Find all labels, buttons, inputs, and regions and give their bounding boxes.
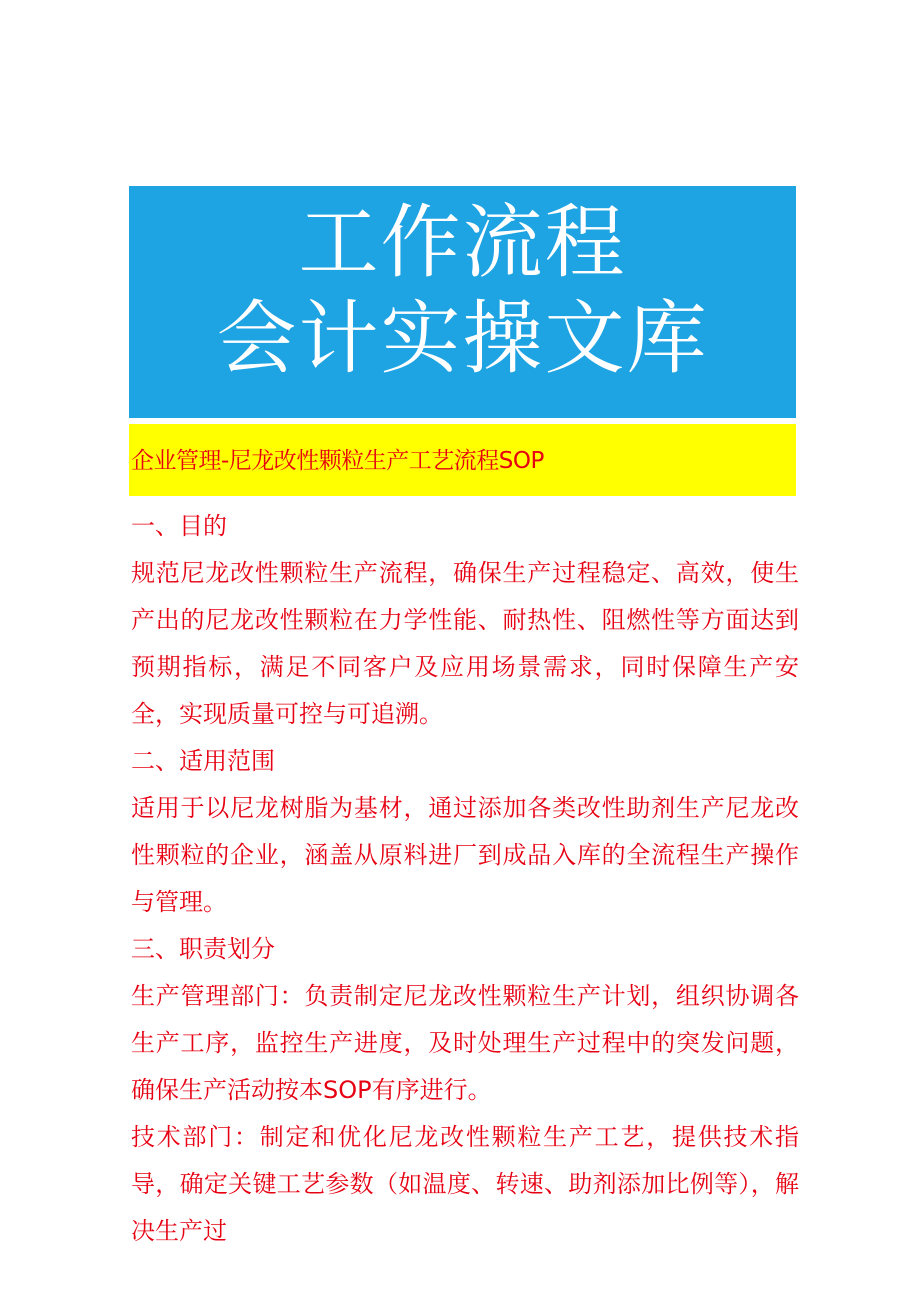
section-body-scope: 适用于以尼龙树脂为基材，通过添加各类改性助剂生产尼龙改性颗粒的企业，涵盖从原料进厂到成品入库的全流程生产操作与管理。 [131, 794, 799, 916]
responsibility-technical: 技术部门：制定和优化尼龙改性颗粒生产工艺，提供技术指导，确定关键工艺参数（如温度、转速、助剂添加比例等），解决生产过 [131, 1123, 799, 1245]
section-heading-scope: 二、适用范围 [131, 747, 275, 775]
responsibility-production: 生产管理部门：负责制定尼龙改性颗粒生产计划，组织协调各生产工序，监控生产进度，及时处理生产过程中的突发问题，确保生产活动按本SOP有序进行。 [131, 982, 799, 1104]
section-heading-responsibilities: 三、职责划分 [131, 935, 275, 963]
section-heading-purpose: 一、目的 [131, 512, 227, 540]
document-body [131, 503, 799, 1255]
subtitle-bar [129, 424, 796, 496]
document-subtitle: 企业管理-尼龙改性颗粒生产工艺流程SOP [131, 448, 544, 474]
banner-title-line-1: 工作流程 [298, 196, 627, 289]
title-banner [129, 186, 796, 418]
banner-title-line-2: 会计实操文库 [216, 292, 709, 385]
section-body-purpose: 规范尼龙改性颗粒生产流程，确保生产过程稳定、高效，使生产出的尼龙改性颗粒在力学性能、耐热性、阻燃性等方面达到预期指标，满足不同客户及应用场景需求，同时保障生产安全，实现质量可控与可追溯。 [131, 559, 799, 728]
